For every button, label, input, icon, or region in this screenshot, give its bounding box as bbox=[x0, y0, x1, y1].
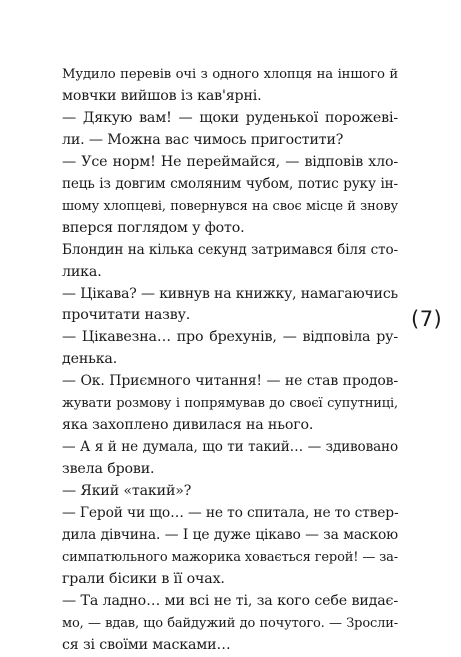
text-line: — Та ладно… ми всі не ті, за кого себе видає- bbox=[62, 592, 398, 609]
text-line: — Цікавезна… про брехунів, — відповіла ру- bbox=[62, 329, 398, 346]
text-line: — Герой чи що… — не то спитала, не то ствер- bbox=[62, 505, 399, 522]
text-line: грали бісики в її очах. bbox=[62, 570, 225, 587]
body-text bbox=[62, 64, 398, 657]
text-line: ся зі своїми масками… bbox=[62, 636, 231, 653]
text-line: звела брови. bbox=[62, 461, 155, 478]
text-line: Блондин на кілька секунд затримався біля сто- bbox=[62, 241, 398, 258]
text-line: пець із довгим смоляним чубом, потис руку ін- bbox=[62, 175, 398, 192]
text-line: яка захоплено дивилася на нього. bbox=[62, 417, 314, 434]
text-line: дила дівчина. — І це дуже цікаво — за маскою bbox=[62, 527, 398, 544]
text-line: — Ок. Приємного читання! — не став продов- bbox=[62, 373, 398, 390]
text-line: — Усе норм! Не переймайся, — відповів хло- bbox=[62, 153, 398, 170]
text-line: лика. bbox=[62, 263, 102, 280]
text-line: — Який «такий»? bbox=[62, 483, 192, 500]
text-line: шому хлопцеві, повернувся на своє місце й знову bbox=[62, 198, 398, 214]
text-line: — А я й не думала, що ти такий… — здивовано bbox=[62, 439, 398, 456]
text-line: — Цікава? — кивнув на книжку, намагаючись bbox=[62, 285, 398, 302]
text-line: жувати розмову і попрямував до своєї супутниці, bbox=[62, 396, 398, 412]
text-line: денька. bbox=[62, 351, 118, 368]
text-line: симпатюльного мажорика ховається герой! — за- bbox=[62, 549, 398, 565]
text-line: прочитати назву. bbox=[62, 307, 191, 324]
text-line: ли. — Можна вас чимось пригостити? bbox=[62, 131, 344, 148]
text-line: вперся поглядом у фото. bbox=[62, 219, 245, 236]
text-line: — Дякую вам! — щоки руденької порожеві- bbox=[62, 109, 398, 126]
text-line: мо, — вдав, що байдужий до почутого. — Зросли- bbox=[62, 615, 398, 631]
text-line: мовчки вийшов із кав'ярні. bbox=[62, 87, 262, 104]
text-line: Мудило перевів очі з одного хлопця на іншого й bbox=[62, 67, 398, 82]
page-number: (7) bbox=[411, 307, 443, 331]
